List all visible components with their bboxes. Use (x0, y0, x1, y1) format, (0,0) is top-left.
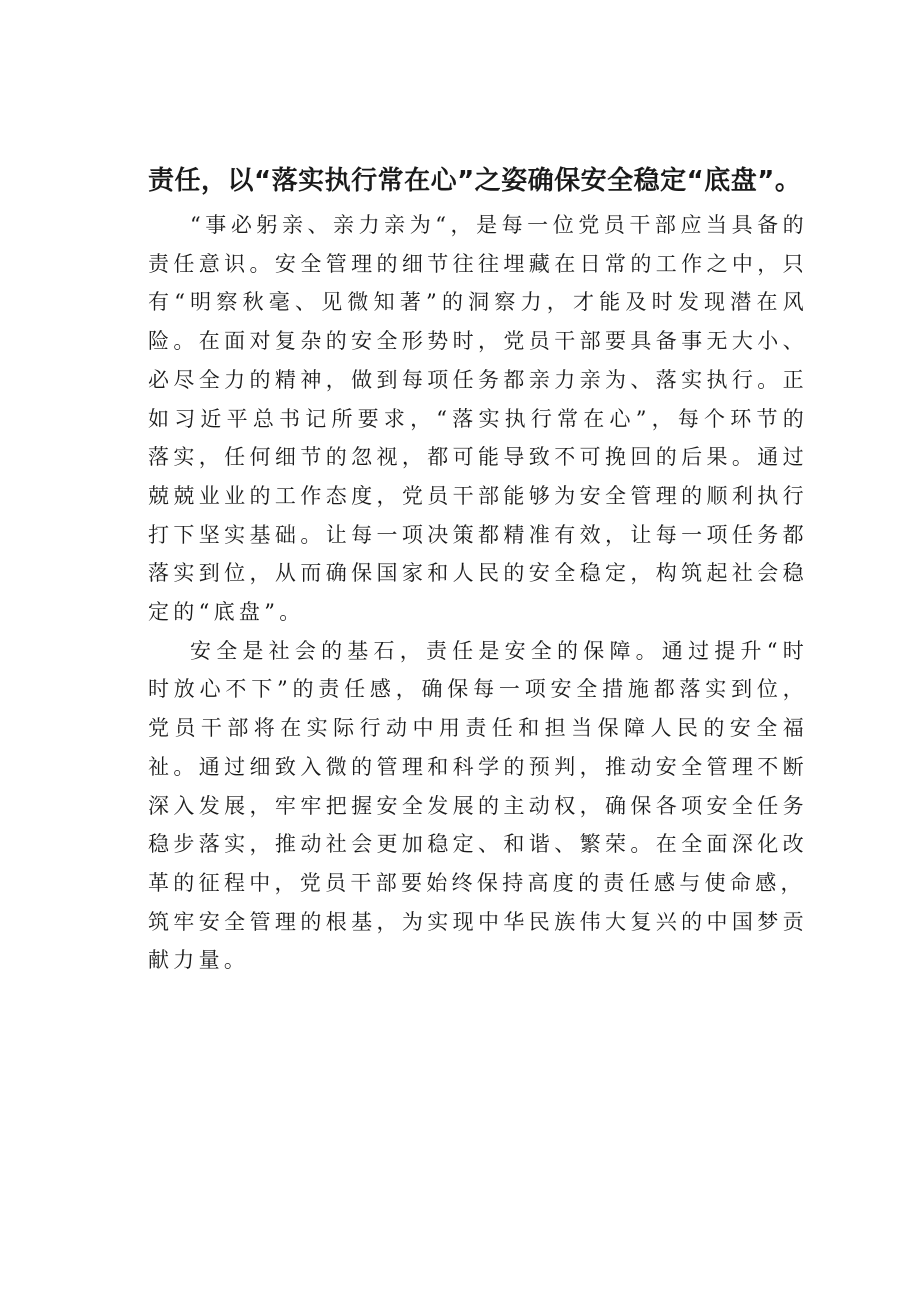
paragraph-safety-foundation: 安全是社会的基石，责任是安全的保障。通过提升“时时放心不下”的责任感，确保每一项安全措施都落实到位，党员干部将在实际行动中用责任和担当保障人民的安全福祉。通过细致入微的管理和科学的预判，推动安全管理不断深入发展，牢牢把握安全发展的主动权，确保各项安全任务稳步落实，推动社会更加稳定、和谐、繁荣。在全面深化改革的征程中，党员干部要始终保持高度的责任感与使命感， (148, 638, 808, 895)
paragraph-responsibility: “事必躬亲、亲力亲为“，是每一位党员干部应当具备的责任意识。安全管理的细节往往埋藏在日常的工作之中，只有“明察秋毫、见微知著”的洞察力，才能及时发现潜在风险。在面对复杂的安全形势时，党员干部要具备事无大小、必尽全力的精神，做到每项任务都亲力亲为、落实执行。正如习近平总书记所要求，“落实执行常在心”，每个环节的落实，任何细节的忽视，都可能导致不可挽回的后果。通过兢兢业业的工作态度，党员干部能够为安全管理的顺利执行打下坚实基础。让每一项决策都精准有效，让每一项任务都落实到位，从而确保国家和人民的安全稳定，构筑起社会稳定的“底盘”。 (148, 213, 808, 625)
section-heading: 责任，以“落实执行常在心”之姿确保安全稳定“底盘”。 (148, 166, 802, 196)
paragraph-closing: 筑牢安全管理的根基，为实现中华民族伟大复兴的中国梦贡献力量。 (148, 909, 808, 973)
document-body (148, 156, 808, 980)
